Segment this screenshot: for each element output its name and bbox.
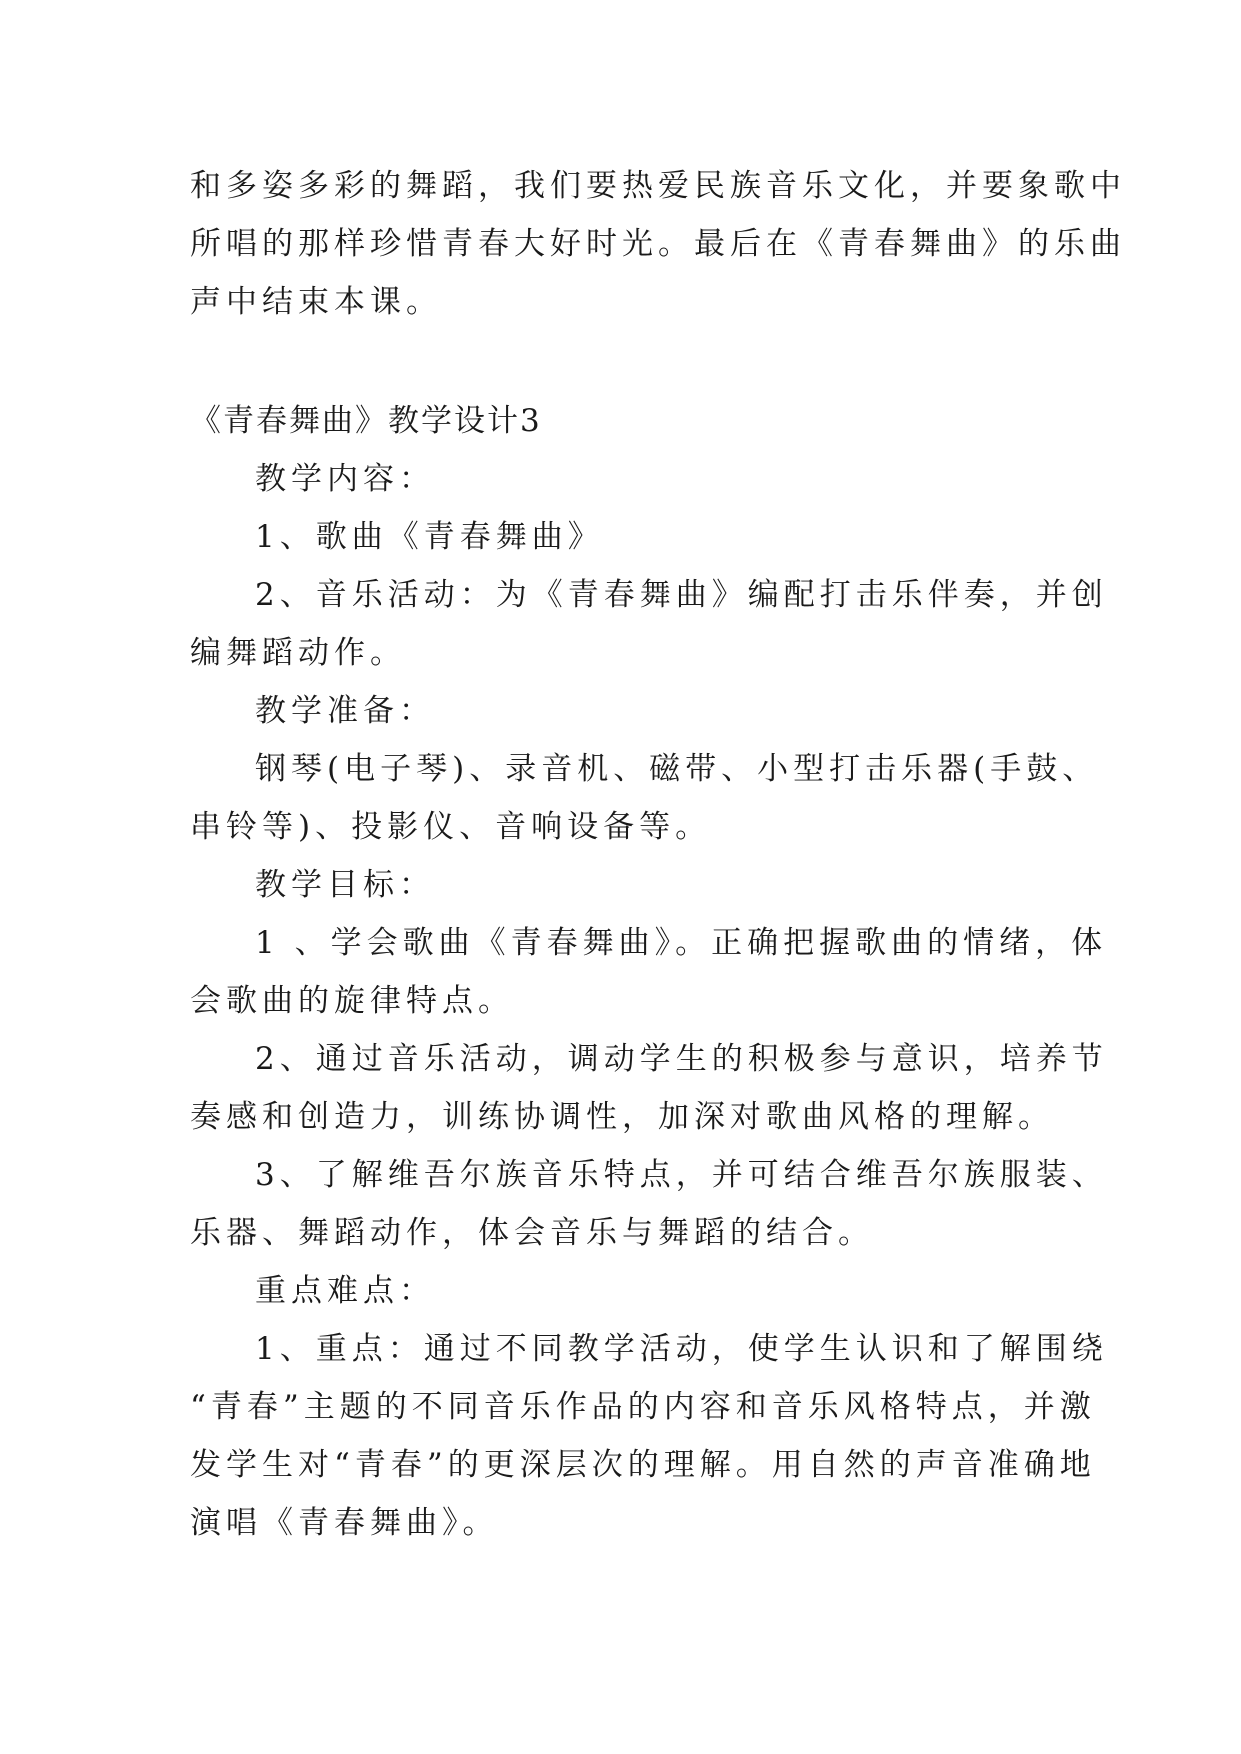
section-heading: 《青春舞曲》教学设计3 bbox=[190, 403, 542, 439]
paragraph-line: 奏感和创造力，训练协调性，加深对歌曲风格的理解。 bbox=[190, 1099, 1054, 1135]
paragraph-line: 1、歌曲《青春舞曲》 bbox=[255, 519, 604, 555]
paragraph-line: 声中结束本课。 bbox=[190, 284, 442, 320]
paragraph-line: 串铃等)、投影仪、音响设备等。 bbox=[190, 809, 712, 845]
paragraph-line: 3、了解维吾尔族音乐特点，并可结合维吾尔族服装、 bbox=[255, 1157, 1108, 1193]
paragraph-line: 教学准备： bbox=[255, 693, 435, 729]
paragraph-line: “青春”主题的不同音乐作品的内容和音乐风格特点，并激 bbox=[190, 1389, 1096, 1425]
paragraph-line: 教学内容： bbox=[255, 461, 435, 497]
paragraph-line: 1、重点：通过不同教学活动，使学生认识和了解围绕 bbox=[255, 1331, 1108, 1367]
paragraph-line: 1 、学会歌曲《青春舞曲》。正确把握歌曲的情绪，体 bbox=[255, 925, 1108, 961]
paragraph-line: 教学目标： bbox=[255, 867, 435, 903]
paragraph-line: 钢琴(电子琴)、录音机、磁带、小型打击乐器(手鼓、 bbox=[255, 751, 1099, 787]
paragraph-line: 会歌曲的旋律特点。 bbox=[190, 983, 514, 1019]
paragraph-line: 发学生对“青春”的更深层次的理解。用自然的声音准确地 bbox=[190, 1447, 1096, 1483]
paragraph-line: 和多姿多彩的舞蹈，我们要热爱民族音乐文化，并要象歌中 bbox=[190, 168, 1126, 204]
paragraph-line: 重点难点： bbox=[255, 1273, 435, 1309]
paragraph-line: 演唱《青春舞曲》。 bbox=[190, 1505, 499, 1541]
paragraph-line: 乐器、舞蹈动作，体会音乐与舞蹈的结合。 bbox=[190, 1215, 874, 1251]
paragraph-line: 编舞蹈动作。 bbox=[190, 635, 406, 671]
paragraph-line: 2、音乐活动：为《青春舞曲》编配打击乐伴奏，并创 bbox=[255, 577, 1108, 613]
paragraph-line: 2、通过音乐活动，调动学生的积极参与意识，培养节 bbox=[255, 1041, 1108, 1077]
paragraph-line: 所唱的那样珍惜青春大好时光。最后在《青春舞曲》的乐曲 bbox=[190, 226, 1126, 262]
